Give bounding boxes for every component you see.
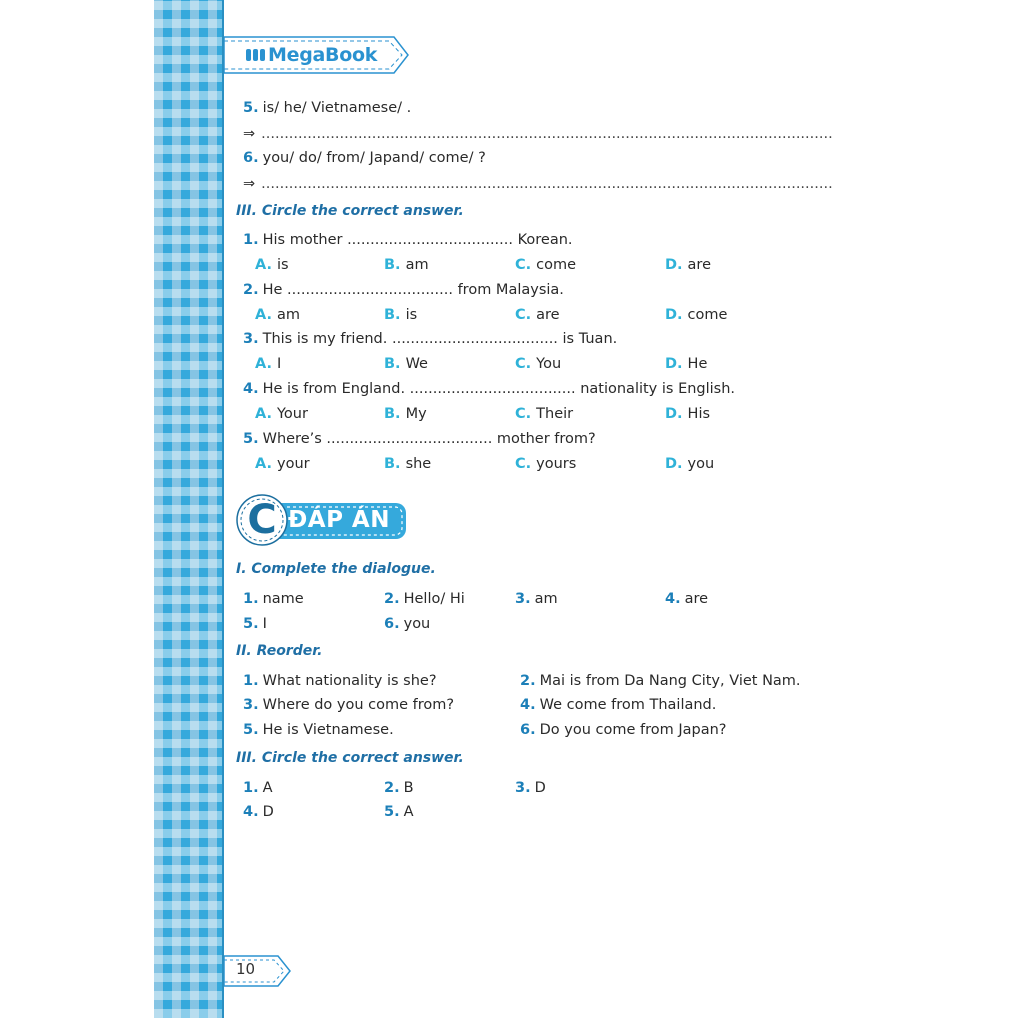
option-b (384, 456, 431, 472)
option-letter: D. (665, 406, 683, 422)
option-d (665, 356, 707, 372)
answer-text: I (262, 616, 267, 632)
answer-1-2 (384, 591, 465, 607)
option-text: are (687, 257, 711, 273)
item-text: is/ he/ Vietnamese/ . (262, 100, 412, 116)
question-number: 3. (243, 331, 259, 347)
answer-number: 1. (243, 591, 259, 607)
option-a (255, 307, 300, 323)
item-number: 5. (243, 100, 259, 116)
option-letter: C. (515, 356, 532, 372)
option-c (515, 456, 576, 472)
option-letter: C. (515, 406, 532, 422)
answer-text: A (403, 804, 414, 820)
answer-number: 2. (520, 673, 536, 689)
option-text: My (405, 406, 427, 422)
option-a (255, 257, 289, 273)
question-4 (243, 381, 735, 397)
option-letter: D. (665, 257, 683, 273)
option-a (255, 406, 308, 422)
answer-blank: ............................................................................................................................ (261, 126, 833, 142)
option-letter: B. (384, 307, 401, 323)
strip-edge (222, 0, 224, 1018)
answer-number: 2. (384, 591, 400, 607)
badge-letter: C (247, 497, 277, 543)
question-3 (243, 331, 617, 347)
answers-heading-reorder: II. Reorder. (236, 643, 323, 659)
answer-text: D (262, 804, 274, 820)
answer-number: 1. (243, 780, 259, 796)
answer-text: B (403, 780, 414, 796)
option-text: your (277, 456, 310, 472)
option-text: come (687, 307, 728, 323)
answer-text: Where do you come from? (262, 697, 455, 713)
answer-number: 6. (384, 616, 400, 632)
option-letter: D. (665, 456, 683, 472)
option-a (255, 456, 310, 472)
answer-text: Hello/ Hi (403, 591, 465, 607)
answer-text: What nationality is she? (262, 673, 437, 689)
answer-line-5 (243, 126, 833, 142)
option-d (665, 257, 711, 273)
item-text: you/ do/ from/ Japand/ come/ ? (262, 150, 486, 166)
answer-text: He is Vietnamese. (262, 722, 394, 738)
option-c (515, 356, 561, 372)
option-letter: B. (384, 356, 401, 372)
question-text: His mother .................................... Korean. (262, 232, 573, 248)
option-text: Your (277, 406, 308, 422)
option-letter: B. (384, 456, 401, 472)
option-text: am (277, 307, 301, 323)
answer-number: 1. (243, 673, 259, 689)
item-number: 6. (243, 150, 259, 166)
option-text: I (277, 356, 282, 372)
answer-number: 5. (243, 722, 259, 738)
option-d (665, 406, 710, 422)
answer-text: you (403, 616, 431, 632)
option-text: come (536, 257, 577, 273)
answer-3-4 (243, 804, 274, 820)
answer-text: Mai is from Da Nang City, Viet Nam. (539, 673, 801, 689)
option-text: are (536, 307, 560, 323)
answer-2-2 (520, 673, 801, 689)
answer-text: A (262, 780, 273, 796)
option-letter: B. (384, 406, 401, 422)
arrow-icon: ⇒ (243, 126, 256, 142)
answer-text: name (262, 591, 304, 607)
option-text: We (405, 356, 428, 372)
answer-text: am (534, 591, 558, 607)
question-number: 4. (243, 381, 259, 397)
answer-1-3 (515, 591, 558, 607)
answer-number: 5. (384, 804, 400, 820)
answer-1-6 (384, 616, 430, 632)
answer-number: 4. (665, 591, 681, 607)
answer-3-3 (515, 780, 546, 796)
answers-heading-complete: I. Complete the dialogue. (236, 561, 436, 577)
option-letter: A. (255, 257, 272, 273)
option-letter: D. (665, 356, 683, 372)
question-number: 2. (243, 282, 259, 298)
option-text: am (405, 257, 429, 273)
arrow-icon: ⇒ (243, 176, 256, 192)
option-letter: A. (255, 356, 272, 372)
answer-number: 2. (384, 780, 400, 796)
answer-1-5 (243, 616, 267, 632)
option-a (255, 356, 281, 372)
answer-text: Do you come from Japan? (539, 722, 727, 738)
option-letter: A. (255, 307, 272, 323)
option-text: is (405, 307, 418, 323)
page-number: 10 (236, 960, 256, 978)
section-heading-circle: III. Circle the correct answer. (236, 203, 464, 219)
option-text: Their (536, 406, 574, 422)
option-text: yours (536, 456, 577, 472)
option-letter: C. (515, 456, 532, 472)
answers-badge-title: ĐÁP ÁN (288, 507, 390, 533)
question-number: 5. (243, 431, 259, 447)
answers-heading-circle: III. Circle the correct answer. (236, 750, 464, 766)
answer-text: D (534, 780, 546, 796)
option-text: she (405, 456, 432, 472)
option-b (384, 257, 429, 273)
option-letter: A. (255, 406, 272, 422)
megabook-logo-icon (246, 48, 266, 62)
reorder-item-5 (243, 100, 411, 116)
answer-1-4 (665, 591, 708, 607)
question-number: 1. (243, 232, 259, 248)
question-text: This is my friend. .................................... is Tuan. (262, 331, 618, 347)
answer-number: 3. (243, 697, 259, 713)
option-text: He (687, 356, 708, 372)
option-b (384, 307, 417, 323)
option-b (384, 356, 428, 372)
option-letter: B. (384, 257, 401, 273)
answer-2-3 (243, 697, 454, 713)
option-text: is (277, 257, 289, 273)
option-c (515, 257, 576, 273)
option-c (515, 307, 560, 323)
reorder-item-6 (243, 150, 486, 166)
question-2 (243, 282, 564, 298)
answer-text: are (684, 591, 709, 607)
answer-2-6 (520, 722, 727, 738)
answer-number: 4. (243, 804, 259, 820)
gingham-side-strip (154, 0, 222, 1018)
question-text: He .................................... from Malaysia. (262, 282, 564, 298)
answer-number: 6. (520, 722, 536, 738)
answer-3-1 (243, 780, 273, 796)
option-b (384, 406, 427, 422)
answer-2-1 (243, 673, 437, 689)
answer-2-4 (520, 697, 716, 713)
answer-1-1 (243, 591, 304, 607)
question-1 (243, 232, 573, 248)
answer-blank: ............................................................................................................................ (261, 176, 833, 192)
option-c (515, 406, 573, 422)
answer-number: 5. (243, 616, 259, 632)
answer-number: 3. (515, 591, 531, 607)
answer-3-5 (384, 804, 414, 820)
answer-2-5 (243, 722, 394, 738)
answer-line-6 (243, 176, 833, 192)
brand-logo-text: MegaBook (268, 44, 378, 66)
question-text: He is from England. .................................... nationality is English. (262, 381, 736, 397)
option-text: you (687, 456, 715, 472)
question-text: Where’s .................................... mother from? (262, 431, 596, 447)
question-5 (243, 431, 596, 447)
option-text: You (536, 356, 562, 372)
option-letter: C. (515, 307, 532, 323)
option-letter: A. (255, 456, 272, 472)
option-d (665, 307, 727, 323)
answer-number: 3. (515, 780, 531, 796)
option-letter: C. (515, 257, 532, 273)
answer-3-2 (384, 780, 414, 796)
option-d (665, 456, 714, 472)
answer-number: 4. (520, 697, 536, 713)
option-letter: D. (665, 307, 683, 323)
option-text: His (687, 406, 711, 422)
page-number-ribbon (224, 954, 292, 988)
answer-text: We come from Thailand. (539, 697, 717, 713)
